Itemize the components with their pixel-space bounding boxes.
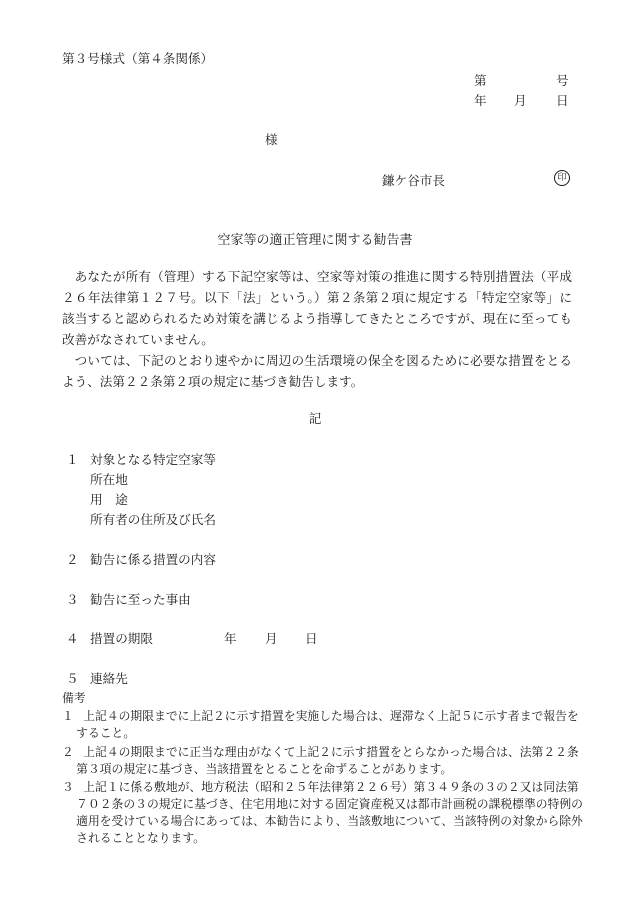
note-number: ３ [62, 780, 74, 794]
item-number: ５ [66, 671, 79, 686]
item-label-target-property: 対象となる特定空家等 [90, 452, 216, 467]
note-text: 上記４の期限までに上記２に示す措置を実施した場合は、遅滞なく上記５に示す者まで報告をすること。 [76, 709, 579, 740]
deadline-day: 日 [305, 631, 318, 646]
note-item [62, 744, 586, 778]
note-number: １ [62, 709, 74, 723]
note-text: 上記４の期限までに正当な理由がなくて上記２に示す措置をとらなかった場合は、法第２２条第３項の規定に基づき、当該措置をとることを命ずることがあります。 [76, 745, 579, 776]
item-label-reason: 勧告に至った事由 [90, 592, 191, 607]
body-paragraph-2: ついては、下記のとおり速やかに周辺の生活環境の保全を図るために必要な措置をとるよう、法第２２条第２項の規定に基づき勧告します。 [62, 353, 572, 389]
sender-title: 鎌ケ谷市長 [382, 173, 445, 188]
item-label-measures: 勧告に係る措置の内容 [90, 552, 216, 567]
item-sub-location: 所在地 [90, 472, 128, 487]
body-paragraph-1: あなたが所有（管理）する下記空家等は、空家等対策の推進に関する特別措置法（平成２６年法律第１２７号。以下「法」という。）第２条第２項に規定する「特定空家等」に該当すると認められるため対策を講じるよう指導してきたところですが、現在に至っても改善がなされていません。 [62, 269, 572, 347]
document-title: 空家等の適正管理に関する勧告書 [217, 233, 413, 248]
document-number-label: 第 [474, 73, 487, 88]
note-item [62, 708, 586, 742]
item-number: １ [66, 452, 79, 467]
deadline-year: 年 [224, 631, 237, 646]
issue-date-day: 日 [556, 93, 569, 108]
item-number: ２ [66, 552, 79, 567]
item-number: ３ [66, 592, 79, 607]
notes-heading: 備考 [62, 691, 86, 705]
deadline-month: 月 [265, 631, 278, 646]
item-sub-usage: 用 途 [90, 492, 128, 507]
issue-date-year: 年 [474, 93, 487, 108]
ki-heading: 記 [308, 411, 322, 426]
recipient-honorific: 様 [265, 132, 278, 147]
item-label-contact: 連絡先 [90, 671, 128, 686]
issue-date-month: 月 [514, 93, 527, 108]
item-sub-owner: 所有者の住所及び氏名 [90, 512, 216, 527]
form-number: 第３号様式（第４条関係） [62, 51, 214, 66]
note-number: ２ [62, 745, 74, 759]
note-text: 上記１に係る敷地が、地方税法（昭和２５年法律第２２６号）第３４９条の３の２又は同法第７０２条の３の規定に基づき、住宅用地に対する固定資産税又は都市計画税の課税標準の特例の適用を受けている場合にあっては、本勧告により、当該敷地について、当該特例の対象から除外されることとなります。 [76, 780, 583, 845]
document-number-suffix: 号 [556, 73, 569, 88]
item-label-deadline: 措置の期限 [90, 631, 153, 646]
note-item [62, 779, 586, 847]
item-number: ４ [66, 631, 79, 646]
seal-icon: 印 [554, 170, 570, 186]
